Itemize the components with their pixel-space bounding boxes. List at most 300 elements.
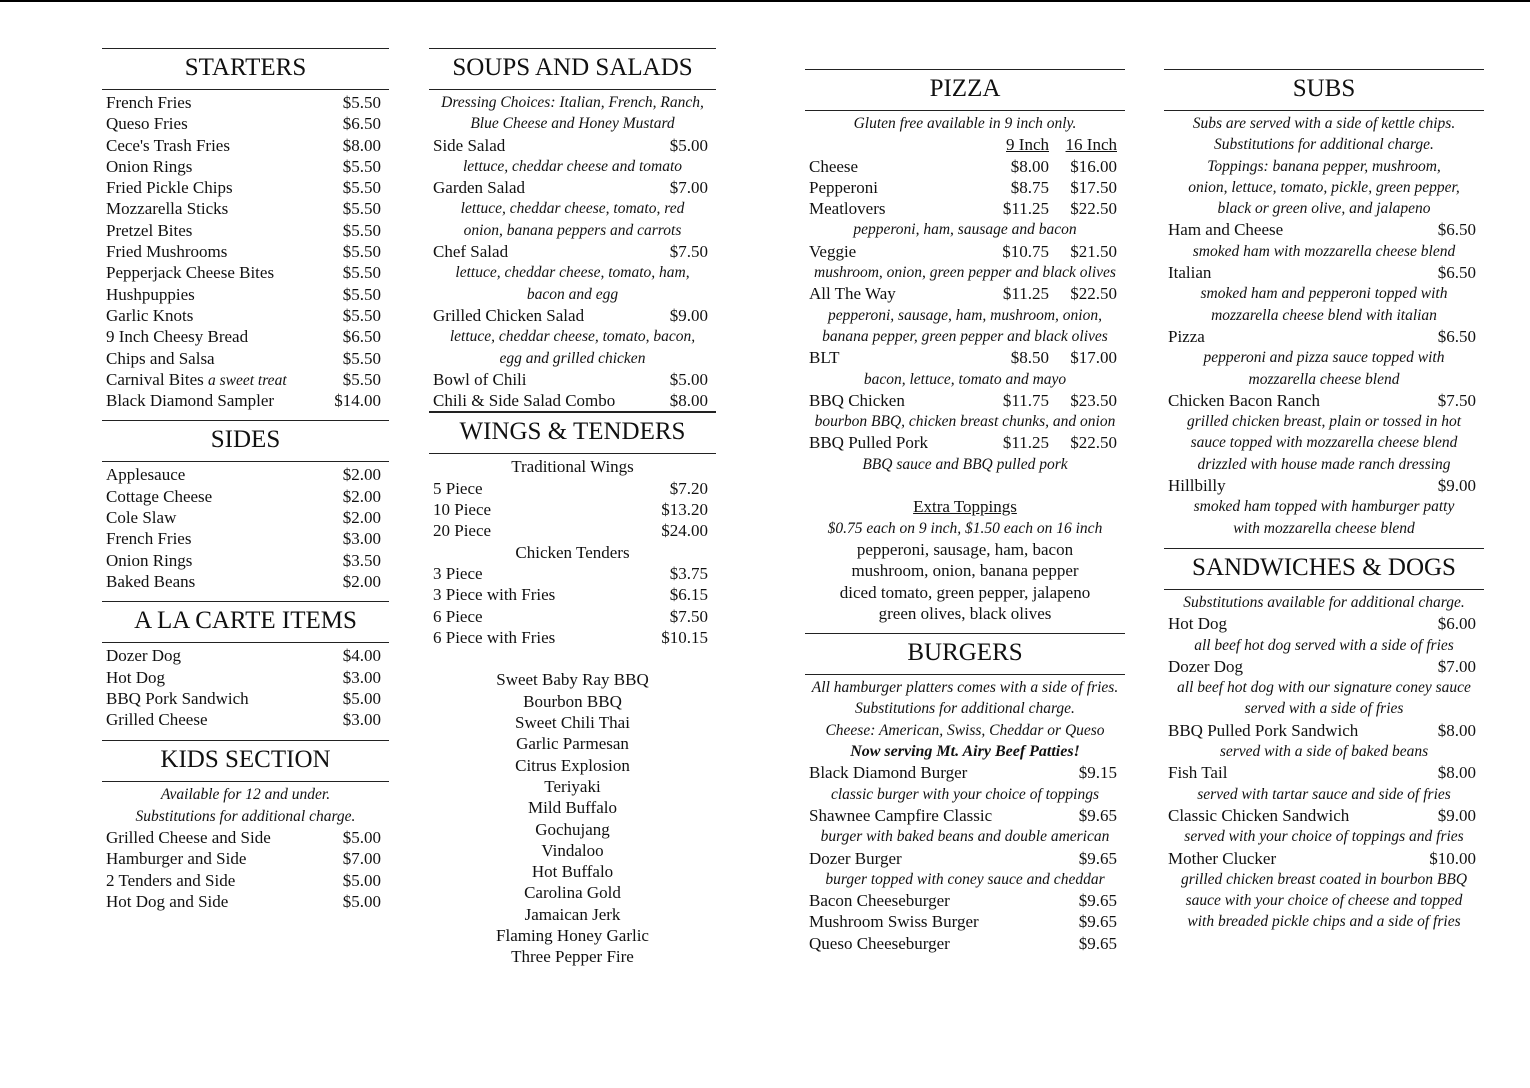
sauce-item: Bourbon BBQ (523, 691, 622, 711)
item-price: $5.00 (342, 688, 381, 708)
menu-item (102, 507, 389, 528)
soups-title: SOUPS AND SALADS (429, 49, 716, 90)
sauce-list (429, 669, 716, 967)
menu-item (429, 584, 716, 605)
item-price: $7.50 (669, 242, 708, 262)
sides-list (102, 464, 389, 592)
menu-item (1164, 762, 1484, 783)
item-price: $3.00 (342, 529, 381, 549)
kids-list (102, 827, 389, 912)
pizza-item (805, 241, 1125, 262)
item-name: Cottage Cheese (106, 486, 213, 506)
item-price: $5.50 (342, 156, 381, 176)
item-price: $5.50 (342, 284, 381, 304)
item-price: $6.15 (669, 585, 708, 605)
item-price: $6.50 (342, 114, 381, 134)
item-name: Black Diamond Burger (809, 763, 968, 783)
item-description: classic burger with your choice of toppings (830, 785, 1100, 803)
beef-patties-highlight: Now serving Mt. Airy Beef Patties! (850, 743, 1080, 761)
item-name: Dozer Dog (1168, 656, 1244, 676)
item-price: $3.75 (669, 563, 708, 583)
menu-item (102, 241, 389, 262)
menu-item (102, 827, 389, 848)
item-price: $5.50 (342, 348, 381, 368)
kids-note: Substitutions for additional charge. (135, 807, 356, 825)
pizza-prices (987, 177, 1117, 198)
alacarte-list (102, 645, 389, 730)
size-9-inch: 9 Inch (1006, 135, 1049, 155)
item-price: $5.00 (669, 369, 708, 389)
item-description: onion, banana peppers and carrots (463, 221, 682, 239)
menu-item (102, 348, 389, 369)
item-price: $8.00 (342, 135, 381, 155)
column-3 (805, 69, 1125, 954)
item-price: $2.00 (342, 508, 381, 528)
item-price: $7.00 (669, 178, 708, 198)
price-16-inch: $22.50 (1070, 433, 1117, 453)
menu-item (1164, 613, 1484, 634)
item-price: $8.00 (669, 391, 708, 411)
item-name: 6 Piece with Fries (433, 627, 556, 647)
sauce-item: Vindaloo (541, 840, 604, 860)
sauce-item: Hot Buffalo (531, 862, 614, 882)
pizza-section (805, 69, 1125, 624)
item-price: $5.50 (342, 263, 381, 283)
item-name: Pretzel Bites (106, 220, 193, 240)
item-price: $9.15 (1078, 763, 1117, 783)
sides-title: SIDES (102, 421, 389, 462)
item-description: pepperoni and pizza sauce topped with (1203, 349, 1445, 367)
item-description: with breaded pickle chips and a side of fries (1187, 913, 1461, 931)
menu-item (1164, 848, 1484, 869)
menu-item (102, 390, 389, 411)
menu-item (102, 262, 389, 283)
tenders-label: Chicken Tenders (515, 542, 630, 562)
pizza-size-header (805, 134, 1125, 155)
extra-list (805, 539, 1125, 624)
sauce-item: Sweet Chili Thai (515, 713, 630, 733)
item-description: lettuce, cheddar cheese, tomato, ham, (455, 264, 690, 282)
item-name: Carnival Bites (106, 369, 204, 389)
dressing-note: Dressing Choices: Italian, French, Ranch, (441, 94, 704, 111)
item-price: $9.65 (1078, 891, 1117, 911)
burgers-title: BURGERS (805, 634, 1125, 675)
item-price: $5.00 (669, 135, 708, 155)
item-price: $5.00 (342, 891, 381, 911)
extra-toppings-title: Extra Toppings (913, 497, 1017, 517)
item-description: bourbon BBQ, chicken breast chunks, and onion (814, 413, 1116, 431)
extra-topping-line: diced tomato, green pepper, jalapeno (839, 582, 1091, 602)
price-9-inch: $11.25 (1002, 284, 1049, 304)
menu-item (102, 571, 389, 592)
item-description: sauce with your choice of cheese and topped (1185, 892, 1463, 910)
price-16-inch: $22.50 (1070, 284, 1117, 304)
menu-item (1164, 390, 1484, 411)
menu-item (102, 645, 389, 666)
pizza-item (805, 283, 1125, 304)
item-price: $6.50 (1437, 326, 1476, 346)
item-description: all beef hot dog with our signature coney sauce (1177, 679, 1471, 697)
pizza-prices (987, 156, 1117, 177)
item-price: $7.20 (669, 478, 708, 498)
menu-item (429, 606, 716, 627)
item-price: $5.00 (342, 870, 381, 890)
sandwiches-title: SANDWICHES & DOGS (1164, 549, 1484, 590)
menu-item (102, 667, 389, 688)
item-description: smoked ham and pepperoni topped with (1200, 285, 1448, 303)
menu-item (429, 305, 716, 326)
item-name: Onion Rings (106, 550, 193, 570)
item-price: $10.15 (661, 627, 708, 647)
item-description: burger with baked beans and double american (820, 828, 1110, 846)
sandwiches-section (1164, 548, 1484, 933)
item-name: Chips and Salsa (106, 348, 215, 368)
burger-note: Substitutions for additional charge. (855, 700, 1075, 718)
sandwiches-list (1164, 613, 1484, 932)
item-price: $6.50 (1437, 263, 1476, 283)
price-9-inch: $8.00 (1010, 156, 1049, 176)
menu-item (102, 177, 389, 198)
item-name: 3 Piece with Fries (433, 585, 556, 605)
item-name: Classic Chicken Sandwich (1168, 805, 1350, 825)
kids-section (102, 740, 389, 912)
soups-list (429, 135, 716, 413)
item-description: served with a side of fries (1244, 700, 1404, 718)
item-name: Hot Dog (106, 667, 166, 687)
column-2 (429, 48, 716, 968)
burgers-section (805, 633, 1125, 954)
pizza-prices (987, 347, 1117, 368)
starters-section (102, 48, 389, 411)
item-name: 9 Inch Cheesy Bread (106, 327, 249, 347)
item-description: pepperoni, ham, sausage and bacon (853, 221, 1077, 239)
menu-item (102, 688, 389, 709)
pizza-prices (987, 241, 1117, 262)
sauce-item: Teriyaki (544, 776, 601, 796)
price-9-inch: $10.75 (1002, 241, 1049, 261)
subs-notes (1164, 113, 1484, 219)
item-price: $9.65 (1078, 912, 1117, 932)
menu-item (1164, 475, 1484, 496)
subs-list (1164, 219, 1484, 538)
starters-title: STARTERS (102, 49, 389, 90)
item-price: $10.00 (1429, 848, 1476, 868)
item-name: Pepperoni (809, 177, 878, 197)
menu-item (102, 709, 389, 730)
item-name: Fried Pickle Chips (106, 178, 233, 198)
item-description: served with your choice of toppings and fries (1184, 828, 1464, 846)
price-9-inch: $8.75 (1010, 177, 1049, 197)
price-9-inch: $11.25 (1002, 199, 1049, 219)
item-name: Chili & Side Salad Combo (433, 391, 616, 411)
item-price: $5.50 (342, 220, 381, 240)
item-name: Side Salad (433, 135, 506, 155)
item-name: Hillbilly (1168, 476, 1226, 496)
starters-list (102, 92, 389, 411)
item-name: Mother Clucker (1168, 848, 1277, 868)
item-name: Hot Dog (1168, 614, 1228, 634)
item-name: Fish Tail (1168, 763, 1228, 783)
item-description: pepperoni, sausage, ham, mushroom, onion, banana pepper, green pepper and black olives (822, 306, 1108, 345)
item-name: Hushpuppies (106, 284, 195, 304)
item-price: $5.50 (342, 369, 381, 389)
sandwiches-note: Substitutions available for additional charge. (1183, 593, 1465, 611)
item-price: $5.50 (342, 305, 381, 325)
price-9-inch: $11.75 (1002, 390, 1049, 410)
pizza-item (805, 156, 1125, 177)
burger-note: All hamburger platters comes with a side of fries. (811, 679, 1119, 697)
item-name: Grilled Cheese and Side (106, 828, 271, 848)
sauce-item: Carolina Gold (524, 883, 621, 903)
item-price: $5.00 (342, 828, 381, 848)
item-note: a sweet treat (207, 371, 287, 389)
item-description: with mozzarella cheese blend (1233, 519, 1415, 537)
item-name: 5 Piece (433, 478, 483, 498)
item-price: $7.50 (669, 606, 708, 626)
item-name: 2 Tenders and Side (106, 870, 236, 890)
alacarte-title: A LA CARTE ITEMS (102, 602, 389, 643)
item-description: burger topped with coney sauce and cheddar (825, 870, 1105, 888)
item-name: 3 Piece (433, 563, 483, 583)
item-name: Cheese (809, 156, 859, 176)
menu-item (429, 499, 716, 520)
subs-note: Subs are served with a side of kettle chips. (1192, 115, 1456, 132)
item-description: mozzarella cheese blend (1248, 370, 1400, 388)
item-price: $9.65 (1078, 805, 1117, 825)
menu-item (429, 627, 716, 648)
menu-item (1164, 326, 1484, 347)
item-name: Pizza (1168, 326, 1205, 346)
menu-item (805, 848, 1125, 869)
wings-list (429, 478, 716, 542)
item-description: mozzarella cheese blend with italian (1211, 306, 1437, 324)
wings-title: WINGS & TENDERS (429, 413, 716, 454)
item-price: $5.50 (342, 93, 381, 112)
menu-item (102, 528, 389, 549)
sauce-item: Jamaican Jerk (524, 904, 621, 924)
pizza-prices (987, 432, 1117, 453)
item-name: Cole Slaw (106, 508, 177, 528)
item-name: Chicken Bacon Ranch (1168, 390, 1321, 410)
item-name: Queso Fries (106, 114, 188, 134)
menu-item (102, 870, 389, 891)
item-name: Applesauce (106, 465, 186, 485)
pizza-list (805, 156, 1125, 475)
pizza-item (805, 198, 1125, 219)
item-name: All The Way (809, 284, 896, 304)
subs-note: Toppings: banana pepper, mushroom, (1207, 157, 1441, 175)
pizza-prices (987, 198, 1117, 219)
pizza-prices (987, 283, 1117, 304)
menu-item (805, 890, 1125, 911)
menu-item (102, 848, 389, 869)
menu-item (429, 135, 716, 156)
item-description: grilled chicken breast coated in bourbon BBQ (1180, 870, 1468, 888)
item-price: $24.00 (661, 521, 708, 541)
item-name: Black Diamond Sampler (106, 391, 275, 411)
item-description: sauce topped with mozzarella cheese blend (1190, 434, 1458, 452)
pizza-prices (987, 390, 1117, 411)
item-price: $9.65 (1078, 848, 1117, 868)
item-price: $7.00 (1437, 656, 1476, 676)
alacarte-section (102, 601, 389, 730)
kids-title: KIDS SECTION (102, 741, 389, 782)
item-name: Mushroom Swiss Burger (809, 912, 979, 932)
extra-topping-line: pepperoni, sausage, ham, bacon (856, 539, 1074, 559)
menu-item (102, 156, 389, 177)
menu-item (1164, 219, 1484, 240)
burger-note: Cheese: American, Swiss, Cheddar or Queso (825, 721, 1105, 739)
kids-note: Available for 12 and under. (160, 786, 331, 804)
menu-item (102, 135, 389, 156)
item-description: BBQ sauce and BBQ pulled pork (862, 455, 1068, 473)
sauce-item: Gochujang (535, 819, 610, 839)
item-description: served with a side of baked beans (1219, 743, 1429, 761)
item-price: $2.00 (342, 571, 381, 591)
item-name: Bowl of Chili (433, 369, 527, 389)
item-price: $3.00 (342, 667, 381, 687)
item-description: drizzled with house made ranch dressing (1197, 455, 1451, 473)
item-name: 20 Piece (433, 521, 492, 541)
item-price: $2.00 (342, 486, 381, 506)
menu-item (102, 220, 389, 241)
subs-section (1164, 69, 1484, 539)
item-name: Veggie (809, 241, 857, 261)
price-16-inch: $21.50 (1070, 241, 1117, 261)
item-name: Hamburger and Side (106, 849, 247, 869)
item-price: $3.00 (342, 710, 381, 730)
tenders-list (429, 563, 716, 648)
pizza-item (805, 432, 1125, 453)
extra-toppings-price: $0.75 each on 9 inch, $1.50 each on 16 inch (827, 519, 1103, 537)
item-name: Garden Salad (433, 178, 526, 198)
item-name: Dozer Dog (106, 646, 182, 666)
item-description: lettuce, cheddar cheese, tomato, red (460, 200, 685, 218)
wings-label: Traditional Wings (511, 457, 634, 477)
menu-item (429, 478, 716, 499)
menu-item (102, 369, 389, 390)
sauce-item: Mild Buffalo (528, 798, 617, 818)
menu-item (429, 369, 716, 390)
item-description: lettuce, cheddar cheese and tomato (462, 157, 683, 175)
item-name: Grilled Cheese (106, 710, 208, 730)
sauce-item: Flaming Honey Garlic (496, 925, 649, 945)
pizza-item (805, 390, 1125, 411)
menu-item (1164, 262, 1484, 283)
item-name: Grilled Chicken Salad (433, 305, 585, 325)
menu-item (805, 805, 1125, 826)
item-name: Cece's Trash Fries (106, 135, 230, 155)
item-description: bacon, lettuce, tomato and mayo (863, 370, 1067, 388)
item-name: Garlic Knots (106, 305, 194, 325)
gluten-note: Gluten free available in 9 inch only. (853, 115, 1077, 132)
item-price: $7.00 (342, 849, 381, 869)
item-price: $6.50 (1437, 220, 1476, 240)
menu-item (805, 933, 1125, 954)
item-description: egg and grilled chicken (499, 349, 646, 367)
price-9-inch: $8.50 (1010, 348, 1049, 368)
item-name: BBQ Pulled Pork (809, 433, 929, 453)
item-name: Bacon Cheeseburger (809, 891, 950, 911)
subs-note: onion, lettuce, tomato, pickle, green pepper, (1188, 178, 1460, 196)
extra-topping-line: mushroom, onion, banana pepper (851, 561, 1079, 581)
item-name: French Fries (106, 93, 192, 112)
item-price: $9.00 (1437, 476, 1476, 496)
size-16-inch: 16 Inch (1065, 135, 1117, 155)
menu-item (805, 911, 1125, 932)
item-name: Onion Rings (106, 156, 193, 176)
item-name: French Fries (106, 529, 192, 549)
item-price: $8.00 (1437, 763, 1476, 783)
item-price: $6.50 (342, 327, 381, 347)
price-16-inch: $23.50 (1070, 390, 1117, 410)
menu-item (429, 520, 716, 541)
top-border (0, 0, 1530, 2)
wings-section (429, 412, 716, 967)
item-name: Queso Cheeseburger (809, 933, 950, 953)
item-description: smoked ham topped with hamburger patty (1193, 498, 1455, 516)
item-name: BLT (809, 348, 840, 368)
item-name: 10 Piece (433, 500, 492, 520)
item-price: $2.00 (342, 465, 381, 485)
menu-item (429, 241, 716, 262)
dressing-note: Blue Cheese and Honey Mustard (470, 115, 675, 133)
menu-item (102, 198, 389, 219)
subs-title: SUBS (1164, 70, 1484, 111)
item-price: $7.50 (1437, 390, 1476, 410)
item-price: $5.50 (342, 242, 381, 262)
item-description: grilled chicken breast, plain or tossed in hot (1186, 413, 1462, 431)
item-price: $4.00 (342, 646, 381, 666)
item-name: BBQ Pulled Pork Sandwich (1168, 720, 1359, 740)
menu-item (429, 390, 716, 412)
item-name: 6 Piece (433, 606, 483, 626)
item-name: Meatlovers (809, 199, 886, 219)
item-name: Italian (1168, 263, 1212, 283)
item-name: BBQ Chicken (809, 390, 905, 410)
item-description: lettuce, cheddar cheese, tomato, bacon, (449, 328, 696, 346)
item-name: Hot Dog and Side (106, 891, 229, 911)
menu-item (805, 762, 1125, 783)
item-name: Fried Mushrooms (106, 242, 228, 262)
burgers-list (805, 762, 1125, 954)
item-price: $5.50 (342, 178, 381, 198)
pizza-item (805, 347, 1125, 368)
item-name: Mozzarella Sticks (106, 199, 229, 219)
item-name: BBQ Pork Sandwich (106, 688, 249, 708)
pizza-title: PIZZA (805, 70, 1125, 111)
item-description: smoked ham with mozzarella cheese blend (1192, 242, 1456, 260)
item-price: $3.50 (342, 550, 381, 570)
menu-item (102, 92, 389, 113)
sides-section (102, 420, 389, 592)
item-name: Baked Beans (106, 571, 196, 591)
item-name: Shawnee Campfire Classic (809, 805, 993, 825)
item-name: Pepperjack Cheese Bites (106, 263, 275, 283)
price-16-inch: $16.00 (1070, 156, 1117, 176)
price-9-inch: $11.25 (1002, 433, 1049, 453)
item-price: $9.65 (1078, 933, 1117, 953)
menu-item (429, 177, 716, 198)
sauce-item: Citrus Explosion (515, 755, 630, 775)
sauce-item: Garlic Parmesan (516, 734, 629, 754)
menu-item (429, 563, 716, 584)
item-price: $6.00 (1437, 614, 1476, 634)
menu-item (102, 284, 389, 305)
item-price: $9.00 (669, 305, 708, 325)
menu-item (102, 891, 389, 912)
menu-item (102, 550, 389, 571)
